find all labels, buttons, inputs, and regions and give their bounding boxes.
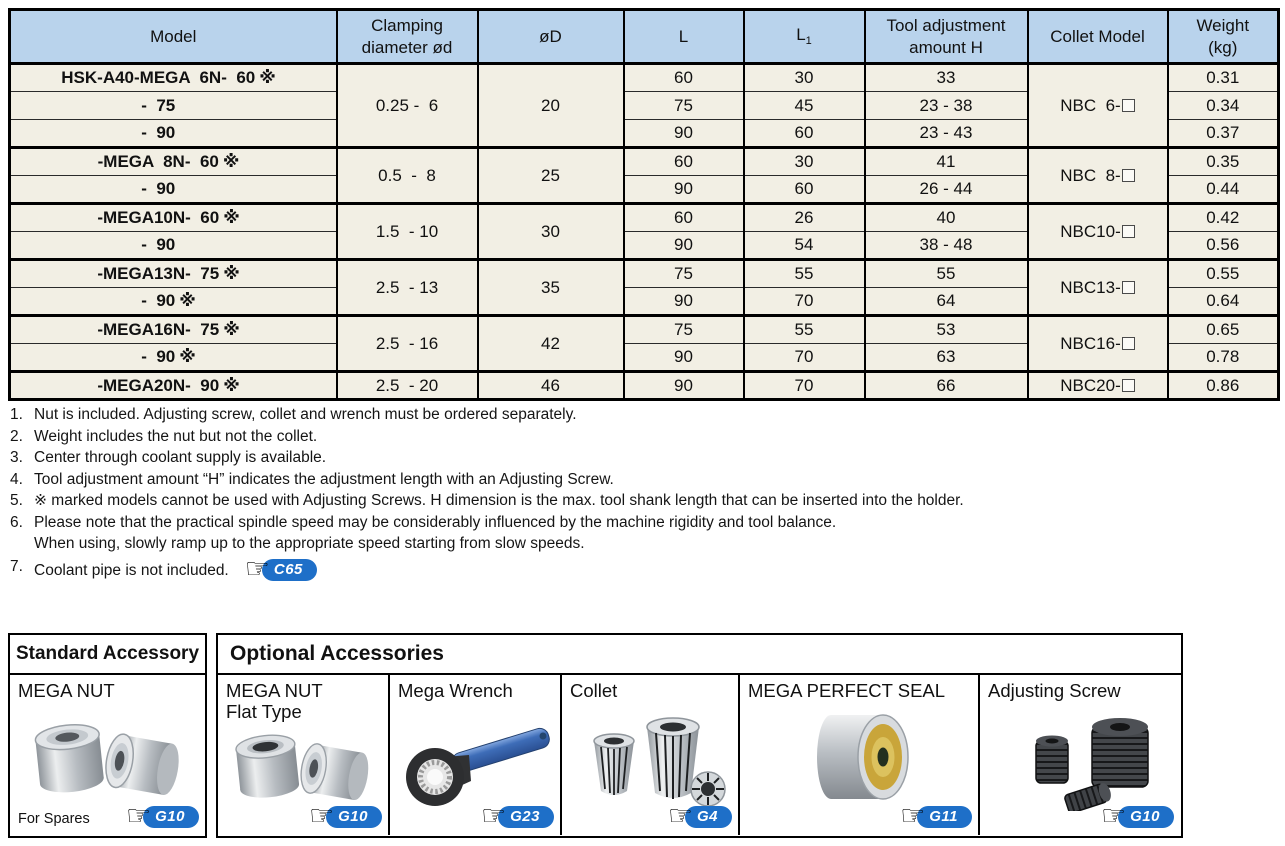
col-header-od	[478, 10, 624, 64]
accessory-cell-mega-nut-flat	[218, 675, 390, 835]
col-header-label: L	[678, 26, 689, 46]
note-text: Nut is included. Adjusting screw, collet and wrench must be ordered separately.	[34, 406, 577, 423]
pointing-hand-icon: ☞	[1101, 799, 1127, 832]
note-number: 6.	[10, 513, 23, 531]
accessory-item-label	[226, 680, 323, 723]
weight-cell: 0.56	[1168, 232, 1279, 260]
note-text: Tool adjustment amount “H” indicates the adjustment length with an Adjusting Screw.	[34, 470, 614, 488]
weight-cell: 0.35	[1168, 148, 1279, 176]
col-header-clamping	[337, 10, 478, 64]
standard-accessory-body	[10, 675, 205, 835]
accessory-item-name: Mega Wrench	[398, 680, 513, 701]
clamping-cell: 2.5 - 20	[337, 372, 478, 400]
note-number: 5.	[10, 492, 23, 509]
l1-cell: 45	[744, 92, 865, 120]
page-ref-badge-c65[interactable]	[244, 551, 317, 585]
page-ref-label: G23	[498, 806, 554, 828]
reference-mark: ※	[259, 68, 276, 87]
l1-cell: 30	[744, 148, 865, 176]
accessory-cell-mega-perfect-seal	[740, 675, 980, 835]
table-row	[10, 204, 1279, 232]
accessory-item-name: Adjusting Screw	[988, 680, 1121, 701]
page-ref-label: G11	[917, 806, 972, 828]
model-name: - 90	[141, 179, 176, 198]
col-header-label: Weight	[1196, 16, 1250, 36]
collet-model: NBC 8-	[1060, 165, 1121, 185]
l-cell: 60	[624, 64, 744, 92]
mega-wrench-image	[390, 693, 560, 821]
l-cell: 75	[624, 260, 744, 288]
h-cell: 40	[865, 204, 1028, 232]
accessory-cell-adjusting-screw	[980, 675, 1180, 835]
for-spares-label: For Spares	[18, 811, 90, 827]
col-header-weight	[1168, 10, 1279, 64]
spec-table	[8, 8, 1280, 401]
collet-cell	[1028, 64, 1168, 148]
h-cell: 53	[865, 316, 1028, 344]
h-cell: 55	[865, 260, 1028, 288]
accessory-item-name: MEGA NUT	[18, 680, 115, 701]
accessory-item-label	[988, 680, 1121, 701]
collet-cell	[1028, 148, 1168, 204]
col-header-label: øD	[539, 26, 562, 46]
reference-mark: ※	[179, 347, 196, 366]
mega-nut-image	[10, 693, 205, 821]
col-header-collet	[1028, 10, 1168, 64]
model-name: - 90	[141, 123, 176, 142]
accessory-cell-collet	[562, 675, 740, 835]
page-ref-badge-g4[interactable]	[667, 799, 732, 832]
model-name: - 90	[141, 235, 176, 254]
reference-mark: ※	[223, 320, 240, 339]
model-cell	[10, 92, 337, 120]
clamping-cell: 2.5 - 13	[337, 260, 478, 316]
l-cell: 60	[624, 148, 744, 176]
collet-model: NBC20-	[1060, 375, 1121, 395]
optional-accessories-cells	[218, 675, 1181, 835]
h-cell: 64	[865, 288, 1028, 316]
note-text: Please note that the practical spindle speed may be considerably influenced by the machine rigidity and tool balance.	[34, 513, 837, 531]
collet-cell	[1028, 204, 1168, 260]
adjusting-screw-image	[980, 693, 1180, 821]
collet-cell	[1028, 316, 1168, 372]
collet-cell	[1028, 260, 1168, 316]
model-cell	[10, 372, 337, 400]
standard-accessory-title: Standard Accessory	[10, 635, 205, 675]
collet-illustration	[568, 701, 733, 813]
col-header-subscript: 1	[805, 35, 812, 48]
h-cell: 26 - 44	[865, 176, 1028, 204]
col-header-adjustment	[865, 10, 1028, 64]
od-cell: 42	[478, 316, 624, 372]
weight-cell: 0.86	[1168, 372, 1279, 400]
model-name: -MEGA16N- 75	[97, 320, 220, 339]
weight-cell: 0.31	[1168, 64, 1279, 92]
clamping-cell: 0.5 - 8	[337, 148, 478, 204]
optional-accessories-box	[216, 633, 1183, 838]
note-4	[10, 472, 964, 488]
model-name: -MEGA20N- 90	[97, 375, 220, 395]
l-cell: 75	[624, 316, 744, 344]
pointing-hand-icon: ☞	[481, 799, 507, 832]
l1-cell: 60	[744, 176, 865, 204]
reference-mark: ※	[222, 152, 240, 171]
note-3	[10, 450, 964, 466]
od-cell: 30	[478, 204, 624, 260]
col-header-label: Collet Model	[1050, 26, 1145, 46]
collet-cell	[1028, 372, 1168, 400]
collet-model: NBC 6-	[1060, 95, 1121, 115]
page-ref-badge-g10-screw[interactable]	[1101, 799, 1174, 832]
od-cell: 25	[478, 148, 624, 204]
model-name: HSK-A40-MEGA 6N- 60	[61, 68, 256, 87]
note-number: 4.	[10, 470, 23, 488]
l1-cell: 54	[744, 232, 865, 260]
od-cell: 20	[478, 64, 624, 148]
table-row	[10, 260, 1279, 288]
col-header-label: diameter ød	[361, 37, 453, 57]
model-cell	[10, 176, 337, 204]
model-name: - 90	[141, 347, 176, 366]
accessory-item-label	[398, 680, 513, 701]
h-cell: 23 - 38	[865, 92, 1028, 120]
accessory-item-label	[18, 680, 115, 701]
header-row	[10, 10, 1279, 64]
l-cell: 90	[624, 344, 744, 372]
reference-mark: ※	[179, 291, 196, 310]
mega-perfect-seal-image	[740, 693, 978, 821]
page-ref-badge-g11[interactable]	[900, 799, 972, 832]
collet-placeholder-square	[1122, 169, 1135, 182]
weight-cell: 0.65	[1168, 316, 1279, 344]
l-cell: 90	[624, 176, 744, 204]
standard-accessory-box	[8, 633, 207, 838]
model-cell	[10, 260, 337, 288]
col-header-l1	[744, 10, 865, 64]
note-number: 2.	[10, 427, 23, 445]
table-row	[10, 148, 1279, 176]
col-header-label: Clamping	[371, 16, 443, 36]
accessory-item-name: MEGA PERFECT SEAL	[748, 680, 946, 701]
accessory-item-label	[570, 680, 617, 701]
weight-cell: 0.44	[1168, 176, 1279, 204]
page-ref-label: G10	[326, 806, 382, 828]
note-7	[10, 551, 964, 585]
model-name: - 75	[141, 95, 176, 115]
note-text: Weight includes the nut but not the collet.	[34, 427, 318, 445]
h-cell: 33	[865, 64, 1028, 92]
collet-image	[562, 693, 738, 821]
model-name: -MEGA13N- 75	[97, 264, 220, 283]
weight-cell: 0.34	[1168, 92, 1279, 120]
pointing-hand-icon: ☞	[900, 799, 926, 832]
col-header-label: amount H	[909, 37, 983, 57]
col-header-label: Model	[150, 26, 197, 46]
note-6	[10, 515, 964, 531]
weight-cell: 0.42	[1168, 204, 1279, 232]
weight-cell: 0.55	[1168, 260, 1279, 288]
collet-placeholder-square	[1122, 379, 1135, 392]
note-1	[10, 407, 964, 423]
od-cell: 35	[478, 260, 624, 316]
note-6-line2: When using, slowly ramp up to the appropriate speed starting from slow speeds.	[34, 535, 585, 552]
collet-placeholder-square	[1122, 281, 1135, 294]
clamping-cell: 2.5 - 16	[337, 316, 478, 372]
model-cell	[10, 148, 337, 176]
table-row	[10, 64, 1279, 92]
model-cell	[10, 120, 337, 148]
page-ref-label: C65	[262, 559, 317, 581]
reference-mark: ※	[223, 375, 240, 395]
l-cell: 75	[624, 92, 744, 120]
clamping-cell: 0.25 - 6	[337, 64, 478, 148]
model-name: - 90	[141, 291, 176, 310]
col-header-label: (kg)	[1208, 37, 1238, 57]
l1-cell: 70	[744, 372, 865, 400]
page-ref-badge-g23[interactable]	[481, 799, 554, 832]
note-text: Coolant pipe is not included.	[34, 562, 229, 579]
accessory-item-name-line2: Flat Type	[226, 701, 302, 723]
collet-model: NBC16-	[1060, 333, 1121, 353]
model-name: -MEGA 8N- 60	[97, 152, 219, 171]
model-cell	[10, 232, 337, 260]
reference-mark: ※	[223, 208, 240, 227]
collet-placeholder-square	[1122, 225, 1135, 238]
weight-cell: 0.64	[1168, 288, 1279, 316]
note-number: 1.	[10, 406, 23, 423]
model-name: -MEGA10N- 60	[97, 208, 220, 227]
l-cell: 60	[624, 204, 744, 232]
page-ref-badge-g10-flat[interactable]	[309, 799, 382, 832]
page-ref-label: G4	[685, 806, 732, 828]
col-header-model	[10, 10, 337, 64]
l1-cell: 70	[744, 288, 865, 316]
col-header-label: Tool adjustment	[886, 16, 1006, 36]
mega-nut-illustration	[28, 705, 188, 809]
weight-cell: 0.78	[1168, 344, 1279, 372]
h-cell: 66	[865, 372, 1028, 400]
adjusting-screw-illustration	[1000, 703, 1160, 811]
page-ref-label: G10	[1118, 806, 1174, 828]
collet-placeholder-square	[1122, 99, 1135, 112]
note-2	[10, 429, 964, 445]
h-cell: 23 - 43	[865, 120, 1028, 148]
pointing-hand-icon: ☞	[244, 551, 270, 585]
h-cell: 38 - 48	[865, 232, 1028, 260]
note-number: 7.	[10, 557, 23, 575]
l1-cell: 55	[744, 316, 865, 344]
l-cell: 90	[624, 232, 744, 260]
l1-cell: 70	[744, 344, 865, 372]
mega-perfect-seal-illustration	[779, 703, 939, 811]
optional-accessories-title: Optional Accessories	[218, 635, 1181, 675]
note-number: 3.	[10, 449, 23, 466]
mega-nut-flat-illustration	[228, 717, 378, 813]
weight-cell: 0.37	[1168, 120, 1279, 148]
l1-cell: 60	[744, 120, 865, 148]
mega-wrench-illustration	[395, 705, 555, 810]
model-cell	[10, 288, 337, 316]
model-cell	[10, 316, 337, 344]
l-cell: 90	[624, 120, 744, 148]
pointing-hand-icon: ☞	[309, 799, 335, 832]
note-text: ※ marked models cannot be used with Adjusting Screws. H dimension is the max. tool shank length that can be inserted into the holder.	[34, 492, 964, 509]
page-ref-label: G10	[143, 806, 199, 828]
accessory-item-label	[748, 680, 945, 701]
reference-mark: ※	[223, 264, 240, 283]
model-cell	[10, 204, 337, 232]
l-cell: 90	[624, 288, 744, 316]
h-cell: 63	[865, 344, 1028, 372]
clamping-cell: 1.5 - 10	[337, 204, 478, 260]
footnotes	[10, 407, 964, 589]
pointing-hand-icon: ☞	[126, 799, 152, 832]
note-text: Center through coolant supply is available.	[34, 449, 327, 466]
page-ref-badge-g10-standard[interactable]	[126, 799, 199, 832]
accessory-item-name: MEGA NUT	[226, 680, 323, 701]
od-cell: 46	[478, 372, 624, 400]
l-cell: 90	[624, 372, 744, 400]
h-cell: 41	[865, 148, 1028, 176]
model-cell	[10, 64, 337, 92]
pointing-hand-icon: ☞	[667, 799, 693, 832]
accessory-item-name: Collet	[570, 680, 618, 701]
l1-cell: 26	[744, 204, 865, 232]
table-row	[10, 372, 1279, 400]
accessory-cell-mega-wrench	[390, 675, 562, 835]
model-cell	[10, 344, 337, 372]
col-header-l	[624, 10, 744, 64]
note-5	[10, 493, 964, 509]
l1-cell: 55	[744, 260, 865, 288]
col-header-label: L	[796, 25, 806, 45]
collet-model: NBC10-	[1060, 221, 1121, 241]
collet-model: NBC13-	[1060, 277, 1121, 297]
table-row	[10, 316, 1279, 344]
l1-cell: 30	[744, 64, 865, 92]
collet-placeholder-square	[1122, 337, 1135, 350]
